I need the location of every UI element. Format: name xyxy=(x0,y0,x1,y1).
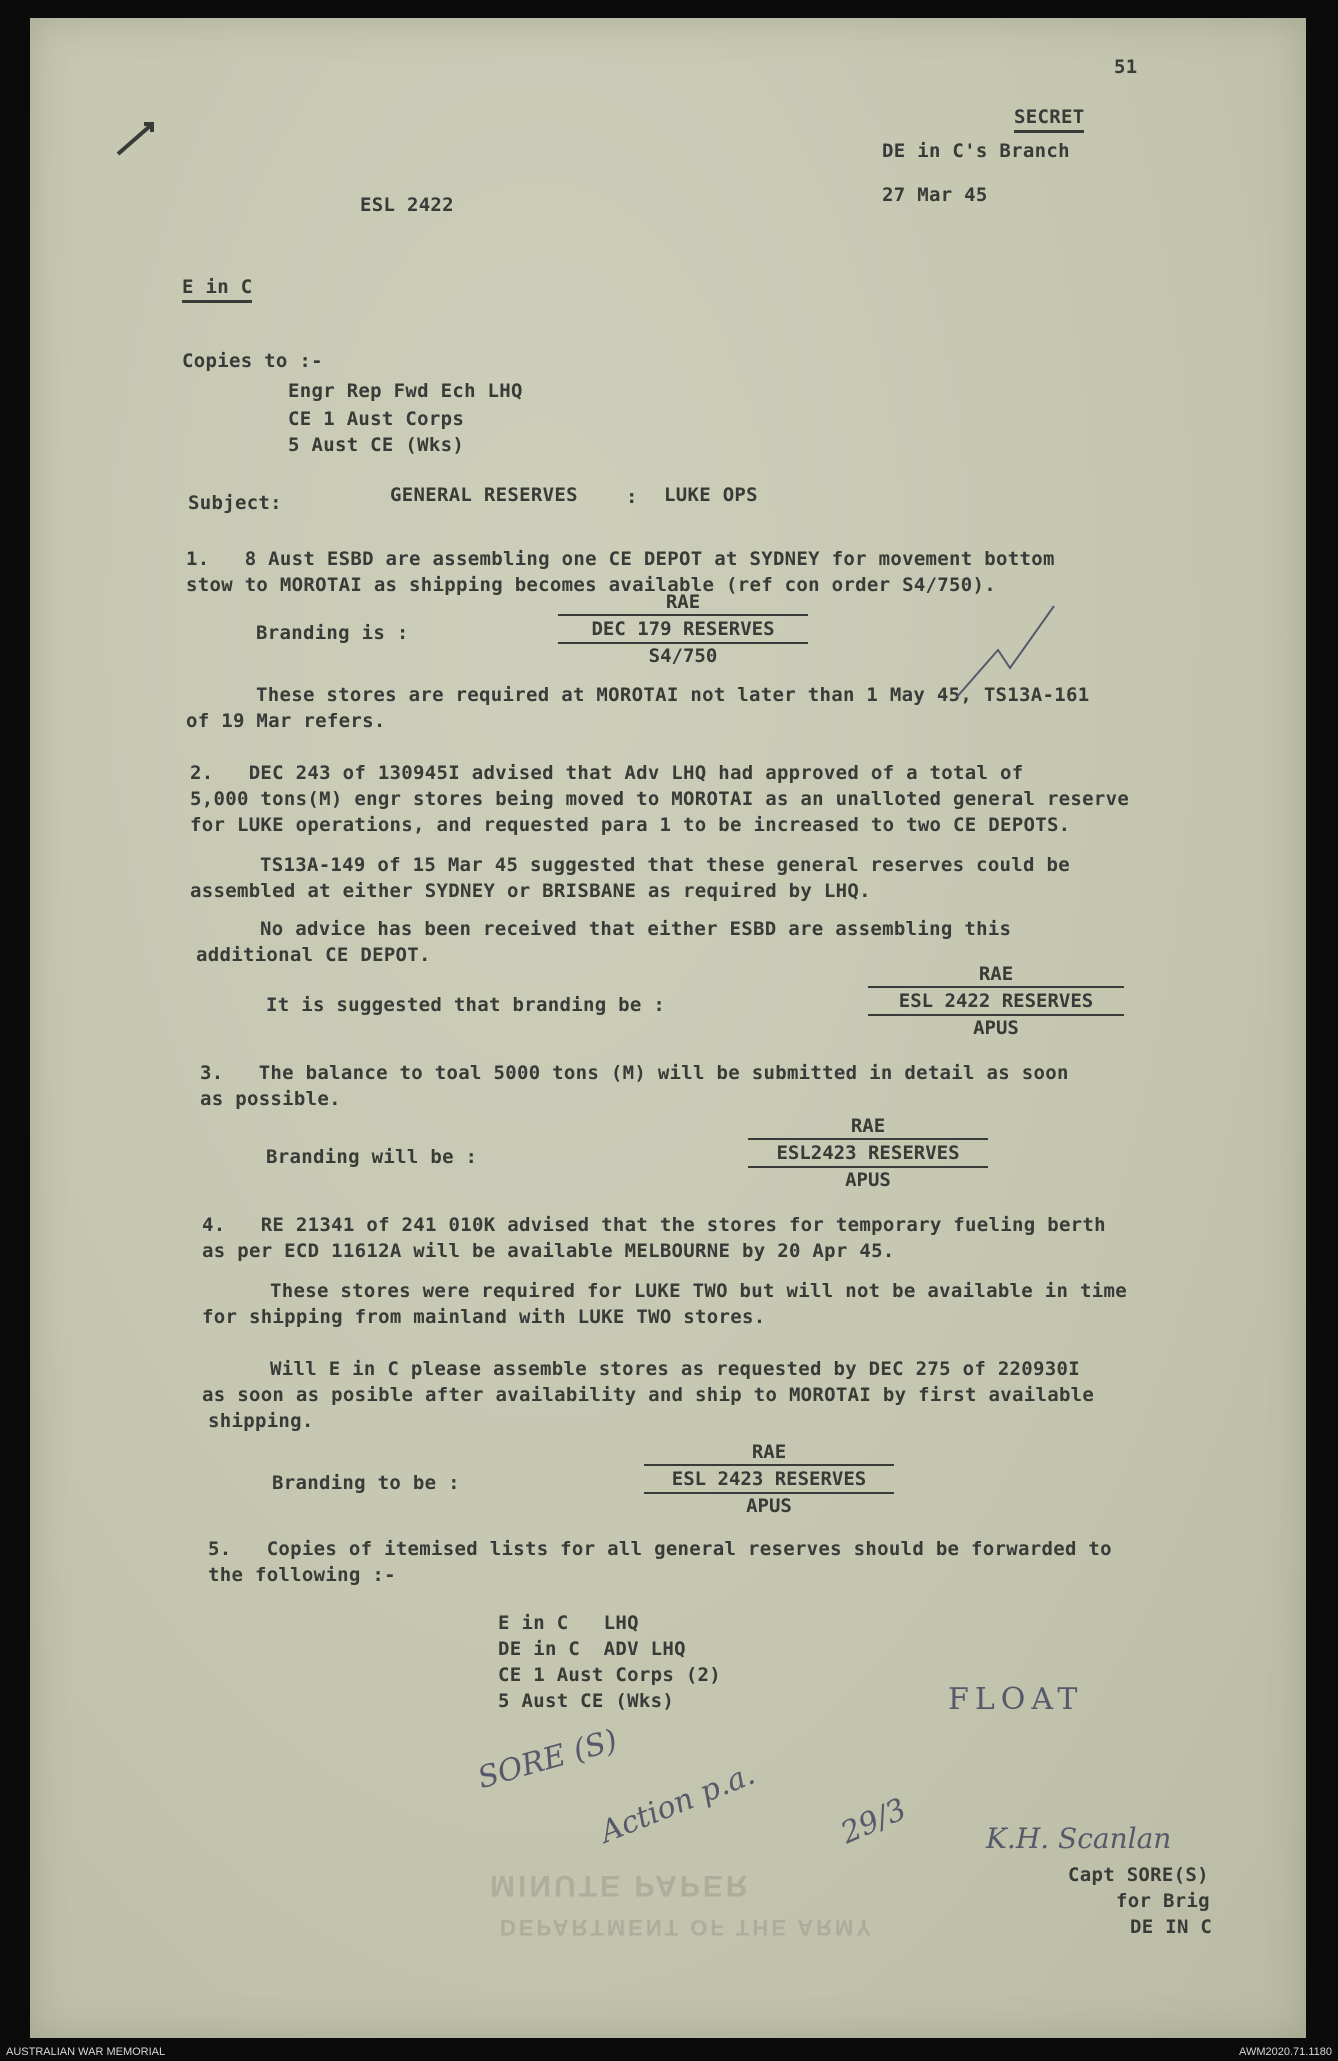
corner-mark-icon xyxy=(110,112,170,172)
brand-top: RAE xyxy=(751,1441,787,1463)
distribution-item: DE in C ADV LHQ xyxy=(498,1638,686,1660)
subject-label: Subject: xyxy=(188,492,282,514)
document-page xyxy=(30,18,1306,2038)
para2-line: 5,000 tons(M) engr stores being moved to MOROTAI as an unalloted general reserve xyxy=(190,788,1130,810)
signature-for: for Brig xyxy=(1116,1890,1210,1912)
brand-middle: DEC 179 RESERVES xyxy=(558,614,808,644)
brand-bottom: APUS xyxy=(746,1495,792,1517)
brand-top: RAE xyxy=(665,591,701,613)
distribution-item: CE 1 Aust Corps (2) xyxy=(498,1664,722,1686)
para4-line: as per ECD 11612A will be available MELBOURNE by 20 Apr 45. xyxy=(202,1240,895,1262)
show-through-title: MINUTE PAPER xyxy=(490,1869,751,1902)
para2-line: additional CE DEPOT. xyxy=(196,944,431,966)
brand-bottom: APUS xyxy=(973,1017,1019,1039)
para3-line: 3. The balance to toal 5000 tons (M) will be submitted in detail as soon xyxy=(200,1062,1069,1084)
brand-bottom: APUS xyxy=(845,1169,891,1191)
handwritten-initials: 29/3 xyxy=(835,1791,912,1852)
footer-accession-number: AWM2020.71.1180 xyxy=(1239,2046,1332,2058)
para2-line: 2. DEC 243 of 130945I advised that Adv LHQ had approved of a total of xyxy=(190,762,1024,784)
para3-branding-block xyxy=(748,1114,988,1192)
para4-branding-label: Branding to be : xyxy=(272,1472,460,1494)
tick-mark xyxy=(950,598,1060,708)
para1-branding-block xyxy=(558,590,808,668)
para4-line: These stores were required for LUKE TWO but will not be available in time xyxy=(270,1280,1127,1302)
distribution-item: E in C LHQ xyxy=(498,1612,639,1634)
para2-line: TS13A-149 of 15 Mar 45 suggested that these general reserves could be xyxy=(260,854,1070,876)
brand-top: RAE xyxy=(978,963,1014,985)
page-number: 51 xyxy=(1114,56,1138,78)
subject-separator: : xyxy=(626,486,638,508)
addressee: E in C xyxy=(182,276,252,303)
signature-rank: Capt SORE(S) xyxy=(1068,1864,1209,1886)
footer-archive-name: AUSTRALIAN WAR MEMORIAL xyxy=(6,2046,166,2058)
para2-branding-label: It is suggested that branding be : xyxy=(266,994,666,1016)
brand-bottom: S4/750 xyxy=(648,645,718,667)
para4-line: for shipping from mainland with LUKE TWO stores. xyxy=(202,1306,766,1328)
para4-branding-block xyxy=(644,1440,894,1518)
branch-line: DE in C's Branch xyxy=(882,140,1070,162)
para2-line: assembled at either SYDNEY or BRISBANE as required by LHQ. xyxy=(190,880,871,902)
para1-line: of 19 Mar refers. xyxy=(186,710,386,732)
para3-branding-label: Branding will be : xyxy=(266,1146,478,1168)
para1-line: 1. 8 Aust ESBD are assembling one CE DEPOT at SYDNEY for movement bottom xyxy=(186,548,1055,570)
copy-recipient: CE 1 Aust Corps xyxy=(288,408,465,430)
para4-line: Will E in C please assemble stores as requested by DEC 275 of 220930I xyxy=(270,1358,1080,1380)
para2-branding-block xyxy=(868,962,1124,1040)
signature-office: DE IN C xyxy=(1130,1916,1213,1938)
para1-line: stow to MOROTAI as shipping becomes available (ref con order S4/750). xyxy=(186,574,996,596)
para3-line: as possible. xyxy=(200,1088,341,1110)
memo-date: 27 Mar 45 xyxy=(882,184,988,206)
para1-line: These stores are required at MOROTAI not later than 1 May 45, TS13A-161 xyxy=(256,684,1090,706)
handwritten-signature: K.H. Scanlan xyxy=(986,1822,1172,1855)
copies-label: Copies to :- xyxy=(182,350,323,372)
para4-line: shipping. xyxy=(208,1410,314,1432)
show-through-subtitle: DEPARTMENT OF THE ARMY xyxy=(500,1915,874,1940)
handwritten-float: FLOAT xyxy=(948,1682,1084,1717)
para1-branding-label: Branding is : xyxy=(256,622,409,644)
brand-middle: ESL 2423 RESERVES xyxy=(644,1464,894,1494)
para5-line: the following :- xyxy=(208,1564,396,1586)
handwritten-action: Action p.a. xyxy=(595,1756,760,1851)
brand-top: RAE xyxy=(850,1115,886,1137)
para5-line: 5. Copies of itemised lists for all general reserves should be forwarded to xyxy=(208,1538,1112,1560)
para2-line: for LUKE operations, and requested para 1 to be increased to two CE DEPOTS. xyxy=(190,814,1071,836)
para4-line: 4. RE 21341 of 241 010K advised that the stores for temporary fueling berth xyxy=(202,1214,1106,1236)
brand-middle: ESL2423 RESERVES xyxy=(748,1138,988,1168)
reference-number: ESL 2422 xyxy=(360,194,454,216)
copy-recipient: 5 Aust CE (Wks) xyxy=(288,434,465,456)
para4-line: as soon as posible after availability and ship to MOROTAI by first available xyxy=(202,1384,1095,1406)
brand-middle: ESL 2422 RESERVES xyxy=(868,986,1124,1016)
distribution-item: 5 Aust CE (Wks) xyxy=(498,1690,675,1712)
para2-line: No advice has been received that either ESBD are assembling this xyxy=(260,918,1012,940)
subject-text: GENERAL RESERVES xyxy=(390,484,578,506)
subject-ops: LUKE OPS xyxy=(664,484,758,506)
copy-recipient: Engr Rep Fwd Ech LHQ xyxy=(288,380,523,402)
classification-secret: SECRET xyxy=(1014,106,1084,133)
handwritten-sore: SORE (S) xyxy=(473,1722,622,1797)
